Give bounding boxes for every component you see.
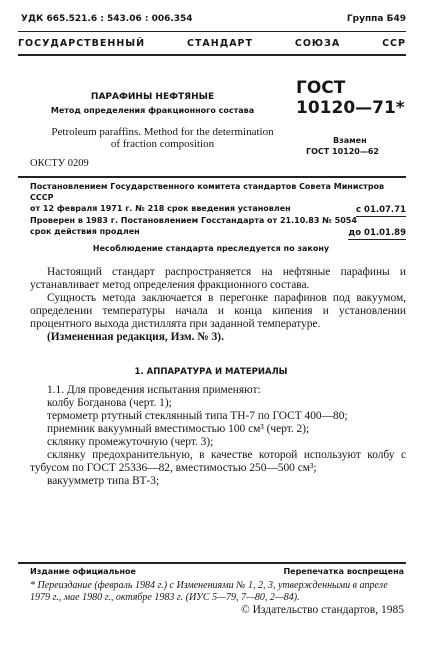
list-item: приемник вакуумный вместимостью 100 см³ (черт. 2); <box>47 423 310 435</box>
replaces-label: Взамен <box>333 136 367 145</box>
okstu-code: ОКСТУ 0209 <box>30 158 89 169</box>
introduction-date: с 01.07.71 <box>356 205 406 215</box>
reprint-prohibited-label: Перепечатка воспрещена <box>283 567 404 576</box>
publisher-copyright: © Издательство стандартов, 1985 <box>240 604 404 616</box>
item-intro: 1.1. Для проведения испытания применяют: <box>47 384 261 396</box>
gost-designation <box>296 78 405 118</box>
document-subtitle: Метод определения фракционного состава <box>50 106 255 115</box>
intro-paragraphs <box>30 266 406 344</box>
english-title <box>30 126 295 150</box>
scope-paragraph: Настоящий стандарт распространяется на нефтяные парафины и устанавливает метод определения фракционного состава. <box>30 266 406 291</box>
title-separator-rule <box>18 176 406 178</box>
list-item: вакуумметр типа ВТ-3; <box>47 475 160 487</box>
footer-rule <box>18 562 406 564</box>
list-item: склянку предохранительную, в качестве которой используют колбу с тубусом по ГОСТ 25336—82, вместимостью 250—500 см³; <box>30 449 406 474</box>
revision-note: (Измененная редакция, Изм. № 3). <box>47 331 224 343</box>
decree-line2: от 12 февраля 1971 г. № 218 срок введения установлен <box>30 204 291 213</box>
english-title-line2: of fraction composition <box>110 138 215 150</box>
equipment-list <box>30 384 406 488</box>
reissue-footnote: * Переиздание (февраль 1984 г.) с Изменениями № 1, 2, 3, утвержденными в апреле 1979 г., мае 1980 г., октябре 1983 г. (ИУС 5—79, 7—80, 2—84). <box>30 580 388 603</box>
gost-label: ГОСТ <box>296 78 346 98</box>
validity-date: до 01.01.89 <box>348 228 406 238</box>
gost-number: 10120—71* <box>296 98 405 118</box>
decree-line1: Постановлением Государственного комитета стандартов Совета Министров СССР <box>30 182 385 202</box>
list-item: склянку промежуточную (черт. 3); <box>47 436 214 448</box>
check-line2: срок действия продлен <box>30 227 140 236</box>
header-rule-top <box>18 31 406 32</box>
list-item: колбу Богданова (черт. 1); <box>47 397 172 409</box>
official-edition-label: Издание официальное <box>30 567 136 576</box>
violation-notice: Несоблюдение стандарта преследуется по закону <box>92 244 330 253</box>
replaces-value: ГОСТ 10120—62 <box>306 147 379 156</box>
header-rule-bottom <box>18 54 406 56</box>
decree-text <box>30 181 406 214</box>
method-essence-paragraph: Сущность метода заключается в перегонке парафинов под вакуумом, определении температуры начала и конца кипения и установлении процентного выхода дистиллята при заданной температуре. <box>30 292 406 330</box>
document-title: ПАРАФИНЫ НЕФТЯНЫЕ <box>90 92 215 102</box>
check-line1: Проверен в 1983 г. Постановлением Госстандарта от 21.10.83 № 5054 <box>30 216 357 225</box>
udk-code: УДК 665.521.6 : 543.06 : 006.354 <box>21 14 193 24</box>
group-code: Группа Б49 <box>346 14 406 24</box>
english-title-line1: Petroleum paraffins. Method for the determination <box>51 126 274 138</box>
list-item: термометр ртутный стеклянный типа ТН-7 по ГОСТ 400—80; <box>47 410 348 422</box>
state-standard-banner: ГОСУДАРСТВЕННЫЙ СТАНДАРТ СОЮЗА ССР <box>18 38 406 49</box>
section-heading: 1. АППАРАТУРА И МАТЕРИАЛЫ <box>134 367 288 377</box>
